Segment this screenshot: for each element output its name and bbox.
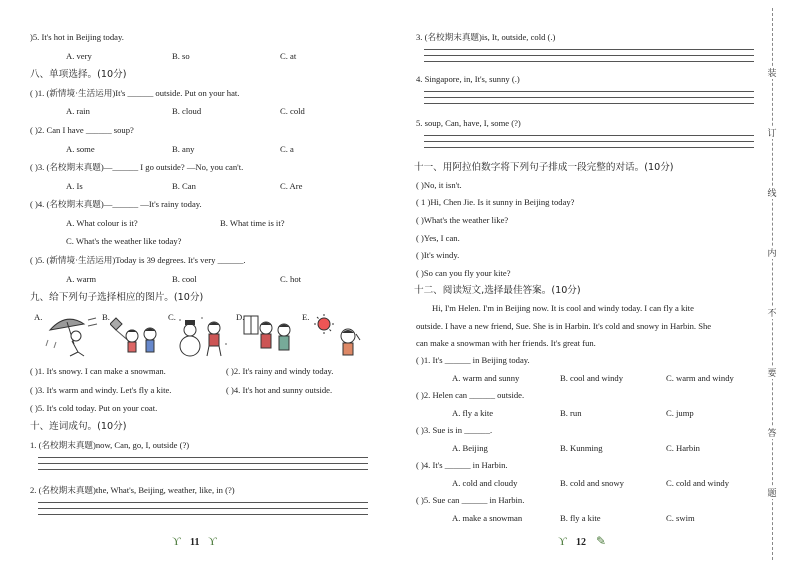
pic-label-a: A. [34,312,43,322]
s12-q2-c: C. jump [666,408,694,418]
answer-line [38,502,368,503]
s12-q5-a: A. make a snowman [452,513,523,523]
s12-q1-b: B. cool and windy [560,373,624,383]
passage-line-1: Hi, I'm Helen. I'm in Beijing now. It is cool and windy today. I can fly a kite [432,303,694,313]
section-10-title: 十、连词成句。(10分) [30,421,127,432]
s9-q4: ( )4. It's hot and sunny outside. [226,385,333,395]
answer-line [424,97,754,98]
s8-q5-c: C. hot [280,274,302,284]
page-number-left: 11 [190,537,200,548]
section-11-title: 十一、用阿拉伯数字将下列句子排成一段完整的对话。(10分) [414,162,674,173]
s10-q1: 1. (名校期末真题)now, Can, go, I, outside (?) [30,440,190,450]
answer-line [424,103,754,104]
s12-q5-b: B. fly a kite [560,513,601,523]
kite-kids-picture [110,314,164,358]
s9-q2: ( )2. It's rainy and windy today. [226,366,334,376]
s12-q1: ( )1. It's ______ in Beijing today. [416,355,530,365]
pic-label-c: C. [168,312,176,322]
q5-prev-opt-a: A. very [66,51,92,61]
gutter-char: 要 [764,366,780,379]
s11-line-5: ( )It's windy. [416,250,460,260]
gutter-char: 线 [764,186,780,199]
s8-q1-a: A. rain [66,106,90,116]
rainy-windy-picture [44,314,98,358]
s12-q3-c: C. Harbin [666,443,700,453]
answer-line [424,147,754,148]
s8-q4-c: C. What's the weather like today? [66,236,182,246]
s9-q3: ( )3. It's warm and windy. Let's fly a kite. [30,385,172,395]
s12-q3-a: A. Beijing [452,443,488,453]
s12-q1-c: C. warm and windy [666,373,734,383]
s8-q3-a: A. Is [66,181,83,191]
s8-q2: ( )2. Can I have ______ soup? [30,125,134,135]
s12-q5-c: C. swim [666,513,695,523]
s12-q1-a: A. warm and sunny [452,373,520,383]
s8-q4: ( )4. (名校期末真题)—______ —It's rainy today. [30,199,202,209]
s12-q3: ( )3. Sue is in ______. [416,425,493,435]
s12-q2: ( )2. Helen can ______ outside. [416,390,525,400]
s8-q3-b: B. Can [172,181,196,191]
pic-label-e: E. [302,312,310,322]
gutter-char: 答 [764,426,780,439]
section-12-title: 十二、阅读短文,选择最佳答案。(10分) [414,285,581,296]
s8-q5-b: B. cool [172,274,197,284]
grass-icon: ϒ [208,534,217,548]
gutter-char: 不 [764,306,780,319]
answer-line [424,49,754,50]
s10-q5: 5. soup, Can, have, I, some (?) [416,118,521,128]
answer-line [38,463,368,464]
grass-icon: ϒ [172,534,181,548]
answer-line [424,61,754,62]
section-8-title: 八、单项选择。(10分) [30,69,127,80]
s11-line-3: ( )What's the weather like? [416,215,509,225]
passage-line-2: outside. I have a new friend, Sue. She is in Harbin. It's cold and snowy in Harbin. She [416,321,712,331]
s11-line-6: ( )So can you fly your kite? [416,268,511,278]
answer-line [424,91,754,92]
s8-q1: ( )1. (新情境·生活运用)It's ______ outside. Put on your hat. [30,88,240,98]
answer-line [38,508,368,509]
s8-q5: ( )5. (新情境·生活运用)Today is 39 degrees. It's very ______. [30,255,246,265]
s8-q3: ( )3. (名校期末真题)—______ I go outside? —No, you can't. [30,162,244,172]
s8-q2-b: B. any [172,144,195,154]
q5-prev: )5. It's hot in Beijing today. [30,32,124,42]
s12-q2-a: A. fly a kite [452,408,494,418]
s12-q4-a: A. cold and cloudy [452,478,518,488]
s10-q2: 2. (名校期末真题)the, What's, Beijing, weather, like, in (?) [30,485,235,495]
s12-q4: ( )4. It's ______ in Harbin. [416,460,508,470]
section-9-title: 九、给下列句子选择相应的图片。(10分) [30,292,204,303]
answer-line [38,469,368,470]
pic-label-d: D. [236,312,245,322]
s10-q4: 4. Singapore, in, It's, sunny (.) [416,74,520,84]
q5-prev-opt-c: C. at [280,51,297,61]
pencil-icon: ✎ [596,534,607,548]
s11-line-4: ( )Yes, I can. [416,233,460,243]
hot-sunny-picture [310,314,364,358]
s8-q5-a: A. warm [66,274,97,284]
s8-q2-c: C. a [280,144,294,154]
s8-q4-a: A. What colour is it? [66,218,138,228]
s12-q2-b: B. run [560,408,582,418]
s11-line-1: ( )No, it isn't. [416,180,462,190]
s8-q2-a: A. some [66,144,95,154]
cold-coat-picture [242,314,296,358]
s8-q3-c: C. Are [280,181,303,191]
s12-q4-b: B. cold and snowy [560,478,624,488]
gutter-char: 订 [764,126,780,139]
s12-q4-c: C. cold and windy [666,478,730,488]
grass-icon: ϒ [558,534,567,548]
q5-prev-opt-b: B. so [172,51,190,61]
answer-line [424,141,754,142]
s9-q1: ( )1. It's snowy. I can make a snowman. [30,366,166,376]
s8-q1-c: C. cold [280,106,305,116]
s8-q1-b: B. cloud [172,106,202,116]
s10-q3: 3. (名校期末真题)is, It, outside, cold (.) [416,32,556,42]
page-number-right: 12 [576,537,586,548]
passage-line-3: can make a snowman with her friends. It's great fun. [416,338,596,348]
gutter-char: 装 [764,66,780,79]
s11-line-2: ( 1 )Hi, Chen Jie. Is it sunny in Beijing today? [416,197,575,207]
snowman-picture [176,314,230,358]
gutter-char: 题 [764,486,780,499]
answer-line [424,135,754,136]
s12-q5: ( )5. Sue can ______ in Harbin. [416,495,525,505]
answer-line [38,457,368,458]
gutter-char: 内 [764,246,780,259]
s9-q5: ( )5. It's cold today. Put on your coat. [30,403,158,413]
binding-line [772,8,773,560]
answer-line [424,55,754,56]
answer-line [38,514,368,515]
s8-q4-b: B. What time is it? [220,218,285,228]
s12-q3-b: B. Kunming [560,443,603,453]
pic-label-b: B. [102,312,110,322]
